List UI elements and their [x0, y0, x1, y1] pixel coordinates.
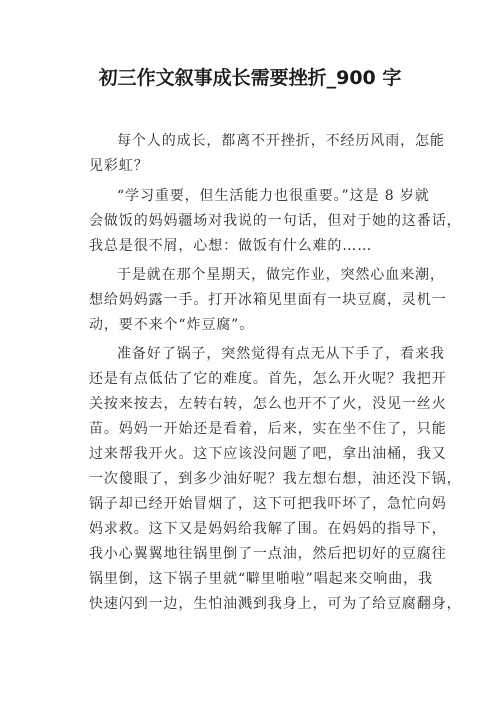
text-line: 每个人的成长，都离不开挫折，不经历风雨，怎能: [117, 133, 445, 149]
text-line: 快速闪到一边，生怕油溅到我身上，可为了给豆腐翻身，: [89, 596, 462, 612]
text-line: 关按来按去，左转右转，怎么也开不了火，没见一丝火: [89, 396, 447, 412]
text-line: 见彩虹？: [89, 158, 149, 174]
document-title: 初三作文叙事成长需要挫折_900 字: [98, 67, 402, 89]
text-line: 会做饭的妈妈疆场对我说的一句话，但对于她的这番话，: [89, 213, 462, 229]
text-line: 我小心翼翼地往锅里倒了一点油，然后把切好的豆腐往: [89, 546, 447, 562]
text-line: “学习重要，但生活能力也很重要。”这是 8 岁就: [117, 188, 430, 204]
text-line: 妈求救。这下又是妈妈给我解了围。在妈妈的指导下，: [89, 521, 447, 537]
text-line: 苗。妈妈一开始还是看着，后来，实在坐不住了，只能: [89, 421, 447, 437]
text-line: 还是有点低估了它的难度。首先，怎么开火呢？我把开: [89, 371, 447, 387]
text-line: 动，要不来个“炸豆腐”。: [89, 317, 255, 333]
text-line: 我总是很不屑，心想：做饭有什么难的……: [89, 238, 373, 254]
text-line: 于是就在那个星期天，做完作业，突然心血来潮，: [117, 267, 445, 283]
text-line: 锅子却已经开始冒烟了，这下可把我吓坏了，急忙向妈: [89, 496, 447, 512]
text-line: 想给妈妈露一手。打开冰箱见里面有一块豆腐，灵机一: [89, 292, 447, 308]
text-line: 锅里倒，这下锅子里就“噼里啪啦”唱起来交响曲，我: [89, 571, 433, 587]
text-line: 一次傻眼了，到多少油好呢？我左想右想，油还没下锅，: [89, 471, 462, 487]
text-line: 准备好了锅子，突然觉得有点无从下手了，看来我: [117, 346, 445, 362]
text-line: 过来帮我开火。这下应该没问题了吧，拿出油桶，我又: [89, 446, 447, 462]
